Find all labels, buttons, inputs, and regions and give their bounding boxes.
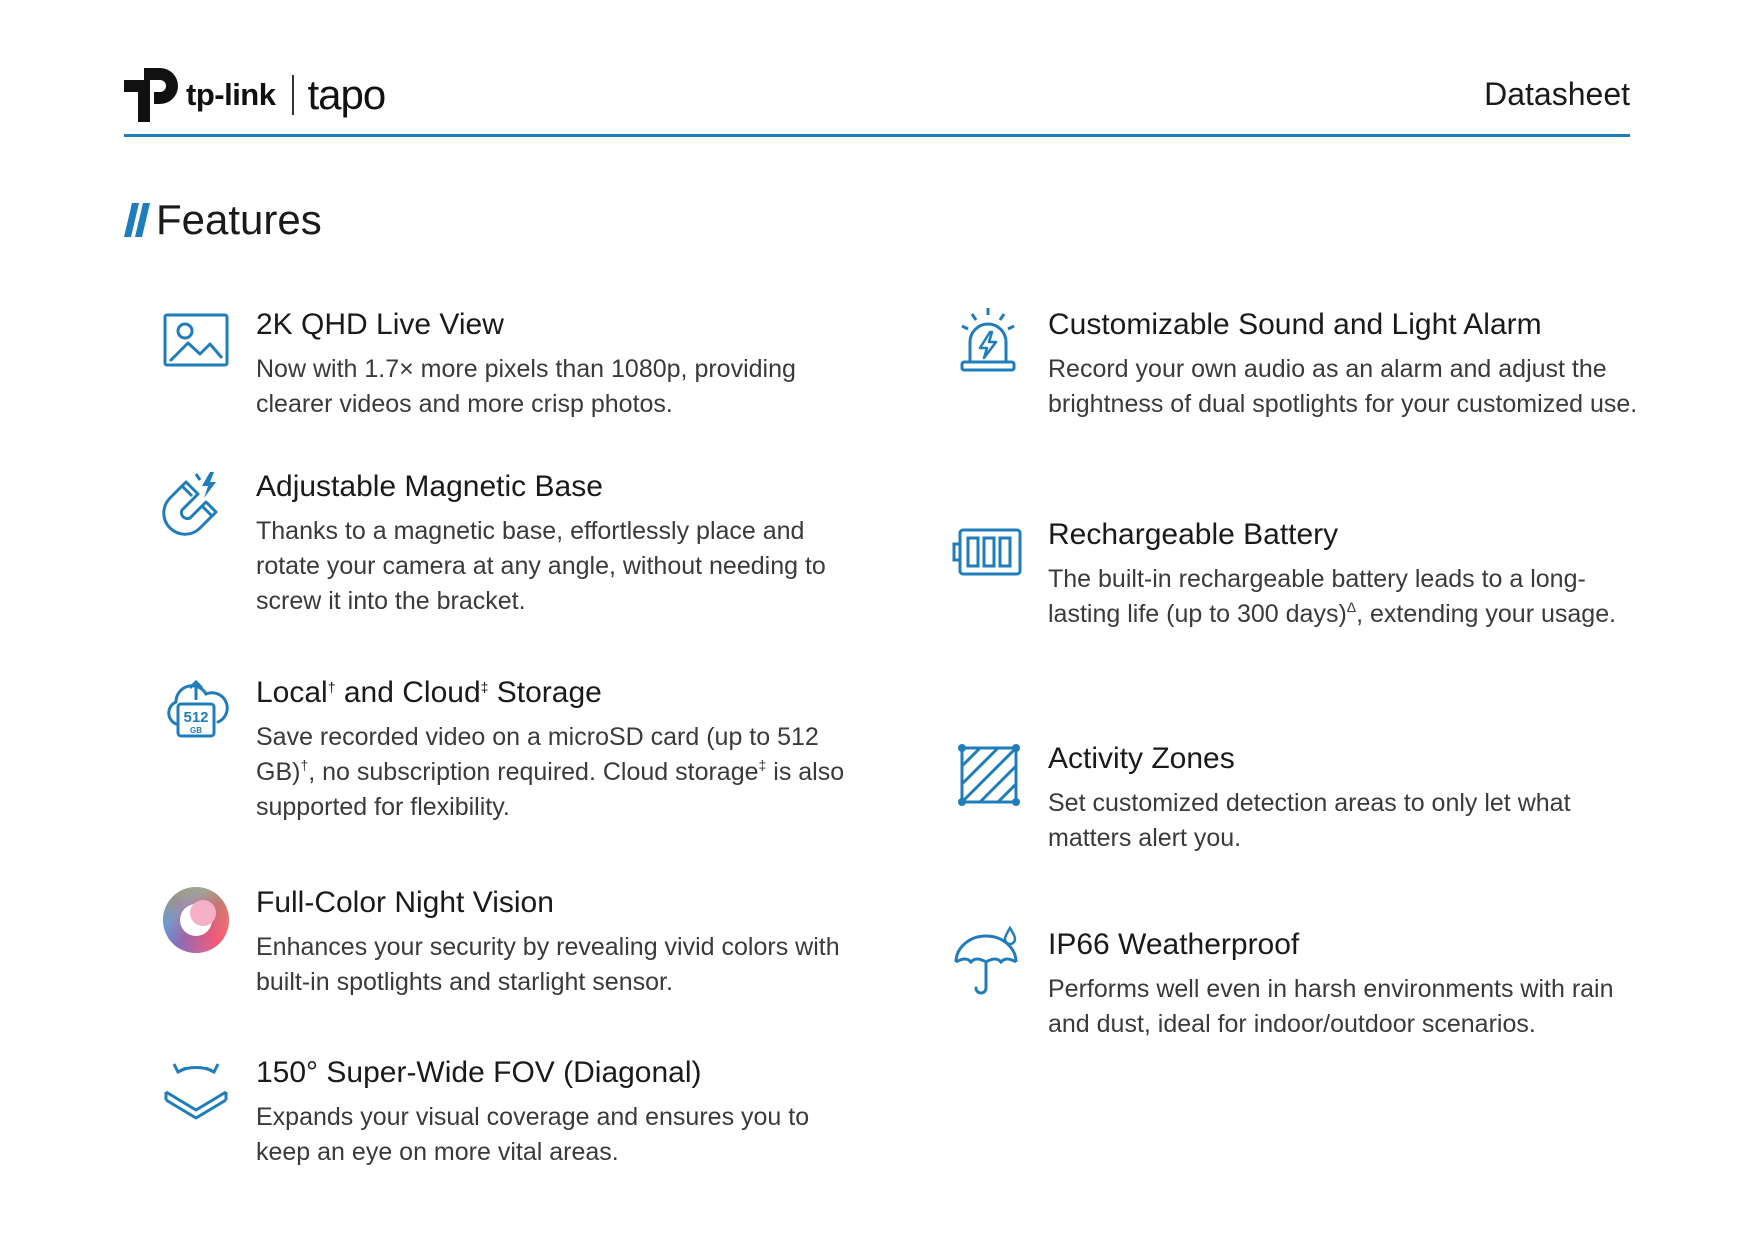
- umbrella-icon: [952, 926, 1024, 998]
- feature-description: Expands your visual coverage and ensures you to keep an eye on more vital areas.: [256, 1103, 810, 1166]
- tp-link-tapo-logo: [124, 66, 385, 124]
- logo-divider: [292, 75, 294, 115]
- wide-fov-icon: [160, 1054, 232, 1126]
- brand-tapo: tapo: [307, 71, 386, 118]
- activity-zone-icon: [952, 740, 1024, 812]
- brand-tplink: tp-link: [186, 77, 276, 112]
- feature-description: Performs well even in harsh environments with rain and dust, ideal for indoor/outdoor scenarios.: [1048, 975, 1614, 1038]
- image-icon: [160, 306, 232, 378]
- magnet-icon: [160, 468, 232, 540]
- feature-description: Enhances your security by revealing vivid colors with built-in spotlights and starlight sensor.: [256, 933, 840, 996]
- feature-title: Adjustable Magnetic Base: [256, 470, 603, 503]
- tp-link-logo-icon: [124, 66, 180, 124]
- cloud-storage-icon: [160, 674, 232, 746]
- feature-title: IP66 Weatherproof: [1048, 928, 1300, 961]
- battery-icon: [952, 516, 1024, 588]
- header: [124, 60, 1630, 137]
- section-title: Features: [156, 196, 322, 243]
- section-heading: [124, 196, 322, 244]
- feature-description: Record your own audio as an alarm and adjust the brightness of dual spotlights for your customized use.: [1048, 355, 1638, 418]
- feature-description: Now with 1.7× more pixels than 1080p, providing clearer videos and more crisp photos.: [256, 355, 796, 418]
- night-vision-icon: [160, 884, 232, 956]
- feature-description: The built-in rechargeable battery leads to a long-lasting life (up to 300 days)$^\Delta$, extending your usage.: [1048, 565, 1617, 628]
- feature-title: Full-Color Night Vision: [256, 886, 554, 919]
- doc-type-label: Datasheet: [1484, 76, 1630, 112]
- feature-description: Save recorded video on a microSD card (up to 512 GB)†, no subscription required. Cloud storage‡ is also supported for flexibility.: [256, 723, 845, 821]
- storage-capacity-label: 512: [183, 709, 209, 726]
- feature-description: Set customized detection areas to only let what matters alert you.: [1048, 789, 1571, 852]
- feature-description: Thanks to a magnetic base, effortlessly place and rotate your camera at any angle, without needing to screw it into the bracket.: [256, 517, 826, 615]
- double-slash-icon: [124, 203, 150, 237]
- feature-title: Local† and Cloud‡ Storage: [256, 676, 602, 709]
- feature-title: Customizable Sound and Light Alarm: [1048, 308, 1542, 341]
- storage-unit-label: GB: [190, 726, 202, 735]
- feature-title: 2K QHD Live View: [256, 308, 504, 341]
- alarm-icon: [952, 306, 1024, 378]
- feature-title: Activity Zones: [1048, 742, 1235, 775]
- feature-title: Rechargeable Battery: [1048, 518, 1339, 551]
- feature-title: 150° Super-Wide FOV (Diagonal): [256, 1056, 702, 1089]
